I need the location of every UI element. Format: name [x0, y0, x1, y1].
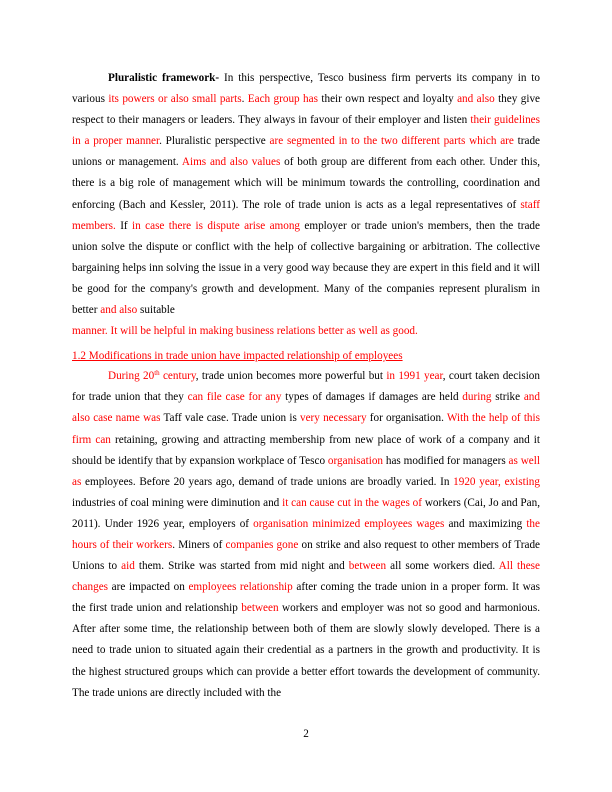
text-segment: and maximizing: [444, 517, 527, 530]
highlighted-text: century: [159, 370, 196, 383]
highlighted-text: in 1991 year: [386, 370, 443, 383]
text-segment: In this perspective, Tesco business firm perverts its company in to various: [72, 72, 541, 106]
text-segment: after coming the trade union in a proper form. It was the first trade union and relationship: [72, 581, 540, 615]
section-heading: 1.2 Modifications in trade union have impacted relationship of employees: [72, 350, 403, 363]
text-segment: all some workers died.: [386, 560, 499, 573]
highlighted-text: companies gone: [225, 538, 299, 551]
text-segment: employees. Before 20 years ago, demand of trade unions are broadly varied. In: [81, 475, 454, 488]
paragraph-trade-union-modifications: [72, 366, 540, 704]
highlighted-text: between: [348, 560, 387, 573]
text-segment: If: [115, 219, 133, 232]
paragraph-final-line: [72, 321, 540, 342]
highlighted-text: their guidelines in a proper manner: [72, 114, 540, 148]
paragraph-lead-bold: Pluralistic framework-: [108, 72, 220, 84]
paragraph-body-text: [72, 72, 540, 316]
text-segment: , court taken decision for trade union that they: [72, 370, 540, 404]
highlighted-text: between: [241, 602, 279, 615]
text-segment: . Miners of: [172, 538, 226, 551]
highlighted-text: its powers or also small parts: [108, 93, 242, 106]
text-segment: . Pluralistic perspective: [159, 135, 270, 148]
page-number: 2: [303, 728, 309, 740]
text-segment: their own respect and loyalty: [317, 93, 458, 106]
text-segment: for organisation.: [366, 412, 447, 425]
text-segment: .: [241, 93, 248, 106]
highlighted-text: All these changes: [72, 560, 540, 594]
highlighted-text: organisation minimized employees wages: [253, 517, 445, 530]
text-segment: of both group are different from each other. Under this, there is a big role of management which will be minimum towards the controlling, coordination and enforcing (Bach and Kessler, 2011). The role of trade union is acts as a legal representatives of: [72, 156, 540, 211]
text-segment: on strike and also request to other members of Trade Unions to: [72, 538, 541, 573]
text-segment: workers (Cai, Jo and Pan, 2011). Under 1926 year, employers of: [72, 496, 540, 530]
highlighted-text: and also: [457, 93, 495, 106]
text-segment: , trade union becomes more powerful but: [195, 370, 387, 383]
highlighted-text: staff members.: [72, 198, 540, 232]
highlighted-text: aid: [121, 560, 135, 573]
text-segment: they give respect to their managers or leaders. They always in favour of their employer and listen: [72, 93, 541, 127]
text-segment: types of damages if damages are held: [281, 391, 463, 404]
highlighted-text: in case there is dispute arise among: [132, 219, 301, 232]
text-segment: retaining, growing and attracting membership from new place of work of a company and it should be identify that by expansion workplace of Tesco: [72, 433, 540, 467]
text-segment: trade unions or management.: [72, 135, 541, 169]
text-segment: has modified for managers: [383, 454, 509, 467]
highlighted-text: Aims and also values: [181, 156, 281, 169]
highlighted-text: during: [462, 391, 492, 404]
highlighted-text: and also: [100, 304, 138, 317]
highlighted-text: th: [154, 369, 160, 378]
highlighted-text: it can cause cut in the wages of: [282, 496, 422, 509]
highlighted-text: employees relationship: [188, 581, 293, 594]
highlighted-text: manner. It will be helpful in making business relations better as well as good.: [72, 325, 418, 338]
text-segment: suitable: [137, 304, 175, 317]
text-segment: them. Strike was started from mid night and: [134, 560, 349, 573]
highlighted-text: 1920 year, existing: [453, 475, 540, 488]
highlighted-text: the hours of their workers: [72, 517, 540, 551]
highlighted-text: Each group has: [247, 93, 318, 106]
text-segment: employer or trade union's members, then the trade union solve the dispute or conflict with the help of collective bargaining or arbitration. The collective bargaining helps inn solving the issue in a very good way because they are expert in this field and it will be good for the company's growth and development. Many of the companies represent pluralism in better: [72, 219, 540, 317]
text-segment: workers and employer was not so good and harmonious. After after some time, the relationship between both of them are slowly slowly developed. There is a need to trade union to situated again their credential as a partners in the growth and productivity. It is the highest structured groups which can provide a better effort towards the development of community. The trade unions are directly included with the: [72, 602, 540, 699]
highlighted-text: and also case name was: [72, 391, 540, 425]
highlighted-text: as well as: [72, 454, 540, 488]
text-segment: industries of coal mining were diminution and: [72, 496, 283, 509]
highlighted-text: organisation: [327, 454, 384, 467]
highlighted-text: very necessary: [300, 412, 367, 425]
highlighted-text: During 20: [108, 370, 155, 383]
text-segment: are impacted on: [108, 581, 189, 594]
text-segment: Taff vale case. Trade union is: [160, 412, 300, 425]
highlighted-text: can file case for any: [187, 391, 282, 404]
text-segment: strike: [491, 391, 524, 404]
document-body: [72, 68, 540, 704]
highlighted-text: With the help of this firm can: [72, 412, 540, 446]
paragraph-pluralistic-framework: [72, 68, 540, 321]
highlighted-text: are segmented in to the two different parts which are: [269, 135, 514, 148]
